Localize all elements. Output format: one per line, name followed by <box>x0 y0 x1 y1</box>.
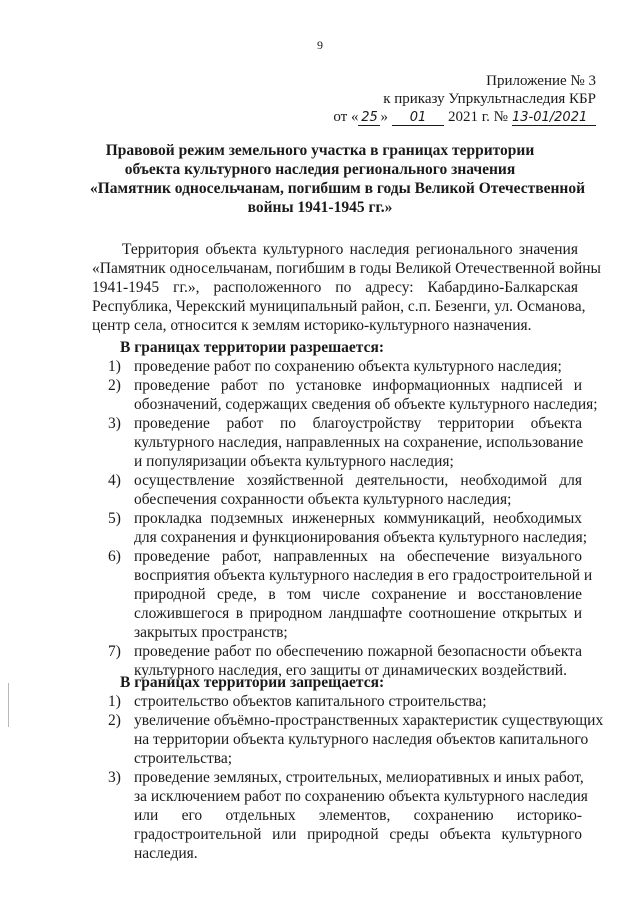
item-number: 2) <box>108 712 121 729</box>
item-line: восприятия объекта культурного наследия в его градостроительной и <box>134 567 593 584</box>
item-line: наследия. <box>134 845 198 862</box>
item-line: культурного наследия, направленных на сохранение, использование <box>134 434 584 451</box>
item-line: для сохранения и функционирования объекта культурного наследия; <box>134 529 588 546</box>
item-number: 4) <box>108 472 121 489</box>
item-line: на территории объекта культурного наследия объектов капитального <box>134 731 589 748</box>
date-mid: » <box>380 109 388 125</box>
list-item <box>92 357 582 376</box>
list-item <box>92 768 588 863</box>
intro-line: Республика, Черекский муниципальный район, с.п. Безенги, ул. Османова, <box>92 298 586 315</box>
item-number: 5) <box>108 510 121 527</box>
item-line: культурного наследия, его защиты от динамических воздействий. <box>134 662 567 679</box>
date-year: 2021 г. № <box>447 109 508 125</box>
intro-line: «Памятник односельчанам, погибшим в годы Великой Отечественной войны <box>92 260 601 277</box>
page-number: 9 <box>317 38 323 52</box>
item-number: 2) <box>108 377 121 394</box>
item-line: проведение работ по благоустройству территории объекта <box>134 415 582 432</box>
appendix-header <box>333 72 596 126</box>
item-number: 3) <box>108 415 121 432</box>
intro-line: Территория объекта культурного наследия регионального значения <box>122 241 578 258</box>
intro-line: 1941-1945 гг.», расположенного по адресу: Кабардино-Балкарская <box>92 279 578 296</box>
item-line: проведение работ по обеспечению пожарной безопасности объекта <box>134 643 582 660</box>
item-line: или его отдельных элементов, сохранению историко- <box>134 807 582 824</box>
title-line-2: объекта культурного наследия регионального значения <box>124 161 516 178</box>
list-item <box>92 547 593 642</box>
item-number: 1) <box>108 358 121 375</box>
item-number: 7) <box>108 643 121 660</box>
date-prefix: от « <box>333 109 359 125</box>
item-number: 6) <box>108 548 121 565</box>
title-line-4: войны 1941-1945 гг.» <box>247 199 393 216</box>
date-month-handwritten: 01 <box>392 111 444 126</box>
item-line: проведение работ по сохранению объекта культурного наследия; <box>134 358 562 375</box>
forbidden-heading: В границах территории запрещается: <box>120 674 385 691</box>
item-line: осуществление хозяйственной деятельности, необходимой для <box>134 472 582 489</box>
item-line: проведение работ, направленных на обеспечение визуального <box>134 548 582 565</box>
item-line: строительства; <box>134 750 233 767</box>
item-line: проведение работ по установке информационных надписей и <box>134 377 582 394</box>
date-day-handwritten: 25 <box>358 111 380 126</box>
item-line: обеспечения сохранности объекта культурного наследия; <box>134 491 512 508</box>
list-item <box>92 471 582 509</box>
list-item <box>92 692 582 711</box>
appendix-date-line <box>333 108 596 126</box>
title-line-1: Правовой режим земельного участка в границах территории <box>105 142 535 159</box>
item-line: и популяризации объекта культурного наследия; <box>134 453 454 470</box>
list-item <box>92 414 582 471</box>
appendix-title: Приложение № 3 <box>486 73 596 89</box>
item-line: строительство объектов капитального строительства; <box>134 693 487 710</box>
allowed-list <box>92 357 598 680</box>
order-number-handwritten: 13-01/2021 <box>512 111 596 126</box>
scan-margin-mark <box>8 683 9 727</box>
list-item <box>92 509 588 547</box>
item-number: 1) <box>108 693 121 710</box>
forbidden-list <box>92 692 604 863</box>
item-line: обозначений, содержащих сведения об объекте культурного наследия; <box>134 396 598 413</box>
intro-line: центр села, относится к землям историко-культурного назначения. <box>92 317 532 334</box>
title-line-3: «Памятник односельчанам, погибшим в годы Великой Отечественной <box>90 180 586 197</box>
item-line: за исключением работ по сохранению объекта культурного наследия <box>134 788 588 805</box>
list-item <box>92 711 604 768</box>
item-line: природной среде, в том числе сохранение и восстановление <box>134 586 582 603</box>
item-line: сложившегося в природном ландшафте соотношение открытых и <box>134 605 582 622</box>
item-number: 3) <box>108 769 121 786</box>
appendix-order-ref: к приказу Упркультнаследия КБР <box>383 91 596 107</box>
allowed-heading: В границах территории разрешается: <box>120 339 385 356</box>
item-line: проведение земляных, строительных, мелиоративных и иных работ, <box>134 769 584 786</box>
document-title <box>90 141 586 217</box>
item-line: градостроительной или природной среды объекта культурного <box>134 826 582 843</box>
item-line: увеличение объёмно-пространственных характеристик существующих <box>134 712 604 729</box>
list-item <box>92 376 598 414</box>
intro-paragraph <box>92 240 601 335</box>
item-line: закрытых пространств; <box>134 624 288 641</box>
item-line: прокладка подземных инженерных коммуникаций, необходимых <box>134 510 582 527</box>
